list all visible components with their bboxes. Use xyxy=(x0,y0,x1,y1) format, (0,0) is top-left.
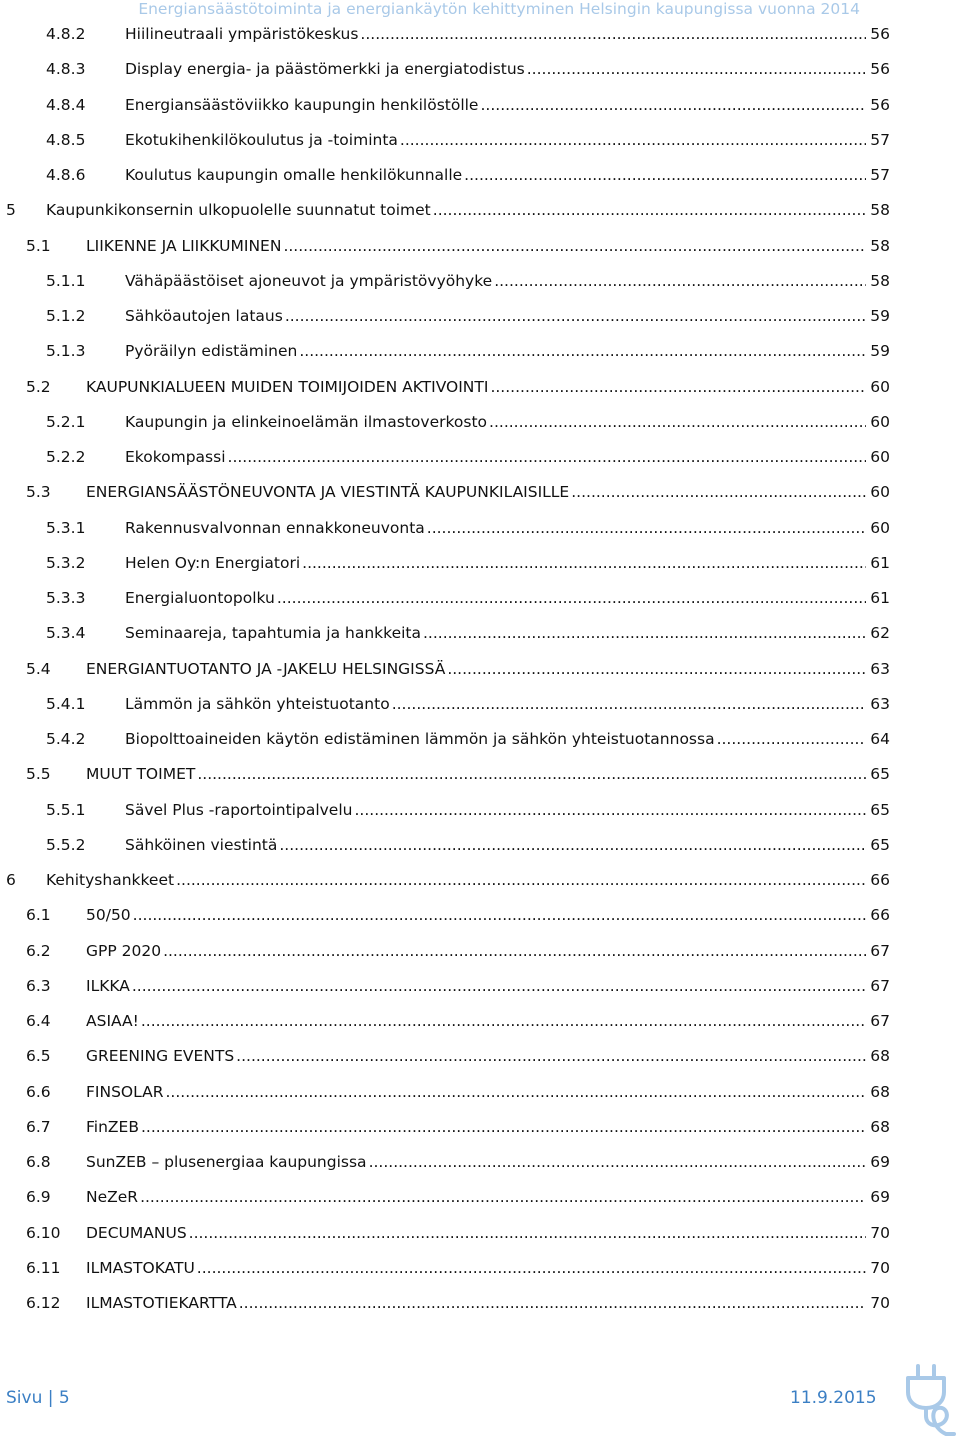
toc-entry-page: 62 xyxy=(870,624,890,643)
toc-entry[interactable] xyxy=(46,52,890,86)
toc-entry-page: 57 xyxy=(870,166,890,184)
toc-entry-page: 70 xyxy=(870,1294,890,1312)
toc-entry[interactable] xyxy=(26,229,890,263)
toc-leader-dots xyxy=(285,307,866,325)
toc-entry-number: 5.5.2 xyxy=(46,835,86,854)
toc-entry-page: 65 xyxy=(870,835,890,854)
toc-entry-number: 5.4.1 xyxy=(46,694,86,713)
running-header: Energiansäästötoiminta ja energiankäytön kehittyminen Helsingin kaupungissa vuonna 2014 xyxy=(138,0,860,18)
toc-entry[interactable] xyxy=(46,828,890,862)
toc-entry-page: 66 xyxy=(870,906,890,925)
footer-date: 11.9.2015 xyxy=(790,1388,877,1408)
toc-entry[interactable] xyxy=(26,1110,890,1144)
toc-entry-title: DECUMANUS xyxy=(86,1223,187,1242)
toc-leader-dots xyxy=(299,342,866,360)
toc-entry-title: Energialuontopolku xyxy=(125,589,275,607)
toc-entry-page: 70 xyxy=(870,1223,890,1242)
toc-entry-number: 6.6 xyxy=(26,1082,51,1101)
toc-entry-page: 59 xyxy=(870,307,890,325)
toc-entry[interactable] xyxy=(26,934,890,968)
toc-leader-dots xyxy=(228,448,866,466)
toc-entry-number: 5.2.2 xyxy=(46,448,86,466)
toc-entry[interactable] xyxy=(6,193,890,227)
toc-leader-dots xyxy=(239,1294,866,1312)
toc-entry-number: 6.9 xyxy=(26,1188,51,1207)
toc-entry-number: 5.1.1 xyxy=(46,271,86,290)
toc-entry[interactable] xyxy=(26,1180,890,1214)
toc-entry[interactable] xyxy=(46,546,890,580)
toc-leader-dots xyxy=(302,554,866,572)
toc-leader-dots xyxy=(433,201,866,219)
toc-entry-page: 59 xyxy=(870,342,890,361)
toc-entry-number: 5.4.2 xyxy=(46,730,86,748)
toc-leader-dots xyxy=(423,624,866,642)
toc-entry-number: 5 xyxy=(6,201,16,220)
toc-entry-title: Kaupungin ja elinkeinoelämän ilmastoverkosto xyxy=(125,412,488,431)
toc-entry-number: 5.3.1 xyxy=(46,518,86,537)
toc-leader-dots xyxy=(360,25,866,43)
toc-leader-dots xyxy=(480,96,866,114)
toc-entry[interactable] xyxy=(26,1216,890,1250)
toc-leader-dots xyxy=(236,1047,866,1065)
toc-leader-dots xyxy=(369,1153,866,1171)
toc-entry-page: 63 xyxy=(870,694,890,713)
toc-leader-dots xyxy=(283,237,866,255)
toc-entry-page: 61 xyxy=(870,553,890,572)
toc-entry-number: 6.2 xyxy=(26,941,51,960)
toc-entry-title: ILMASTOKATU xyxy=(86,1258,195,1277)
toc-entry-title: GREENING EVENTS xyxy=(86,1047,235,1066)
toc-leader-dots xyxy=(354,801,866,819)
toc-entry-page: 67 xyxy=(870,941,890,960)
toc-entry-page: 56 xyxy=(870,95,890,114)
toc-entry-number: 6.11 xyxy=(26,1258,61,1277)
toc-entry-title: Ekotukihenkilökoulutus ja -toiminta xyxy=(125,130,398,149)
toc-entry[interactable] xyxy=(46,687,890,721)
toc-entry[interactable] xyxy=(46,793,890,827)
toc-leader-dots xyxy=(197,765,866,783)
toc-entry-page: 58 xyxy=(870,271,890,290)
toc-entry-page: 60 xyxy=(870,518,890,537)
toc-leader-dots xyxy=(133,906,866,924)
plug-logo-icon xyxy=(898,1362,960,1438)
toc-entry-page: 68 xyxy=(870,1117,890,1136)
toc-entry[interactable] xyxy=(46,264,890,298)
toc-entry-page: 65 xyxy=(870,765,890,784)
toc-entry-title: FinZEB xyxy=(86,1117,139,1136)
toc-leader-dots xyxy=(189,1224,866,1242)
toc-entry-title: Hiilineutraali ympäristökeskus xyxy=(125,25,359,43)
toc-entry-page: 60 xyxy=(870,377,890,396)
toc-entry-number: 6.3 xyxy=(26,976,51,995)
toc-entry-page: 60 xyxy=(870,448,890,466)
toc-entry-number: 5.1.3 xyxy=(46,342,86,361)
toc-leader-dots xyxy=(490,378,866,396)
toc-entry-number: 6.5 xyxy=(26,1047,51,1066)
toc-entry-page: 58 xyxy=(870,236,890,255)
toc-leader-dots xyxy=(197,1259,866,1277)
toc-entry-title: Sävel Plus -raportointipalvelu xyxy=(125,800,353,819)
toc-entry[interactable] xyxy=(46,334,890,368)
toc-entry-number: 5.3 xyxy=(26,483,51,502)
toc-entry-number: 6 xyxy=(6,871,16,889)
toc-entry-number: 4.8.6 xyxy=(46,166,86,184)
toc-leader-dots xyxy=(132,977,866,995)
toc-entry-title: ASIAA! xyxy=(86,1012,139,1030)
toc-entry-title: MUUT TOIMET xyxy=(86,765,196,784)
toc-leader-dots xyxy=(427,519,866,537)
toc-entry-number: 5.4 xyxy=(26,659,51,678)
toc-entry-number: 5.5 xyxy=(26,765,51,784)
toc-entry-title: Seminaareja, tapahtumia ja hankkeita xyxy=(125,624,421,643)
toc-entry[interactable] xyxy=(26,969,890,1003)
toc-entry-page: 58 xyxy=(870,201,890,220)
toc-entry-page: 66 xyxy=(870,871,890,889)
toc-entry[interactable] xyxy=(46,616,890,650)
toc-entry-page: 61 xyxy=(870,589,890,607)
toc-entry-page: 68 xyxy=(870,1047,890,1066)
toc-entry[interactable] xyxy=(46,123,890,157)
toc-entry-number: 6.12 xyxy=(26,1294,61,1312)
toc-entry-title: 50/50 xyxy=(86,906,131,925)
toc-entry-title: Kehityshankkeet xyxy=(46,871,175,889)
toc-entry-title: Lämmön ja sähkön yhteistuotanto xyxy=(125,694,390,713)
toc-entry-title: Pyöräilyn edistäminen xyxy=(125,342,298,361)
toc-entry-title: SunZEB – plusenergiaa kaupungissa xyxy=(86,1153,367,1171)
toc-entry[interactable] xyxy=(26,1075,890,1109)
toc-entry[interactable] xyxy=(46,17,890,51)
toc-entry-title: GPP 2020 xyxy=(86,941,162,960)
toc-entry[interactable] xyxy=(26,898,890,932)
toc-leader-dots xyxy=(176,871,866,889)
toc-leader-dots xyxy=(447,660,866,678)
toc-entry-number: 5.1.2 xyxy=(46,307,86,325)
toc-entry-title: Helen Oy:n Energiatori xyxy=(125,553,301,572)
toc-entry-page: 68 xyxy=(870,1082,890,1101)
toc-entry-page: 69 xyxy=(870,1188,890,1207)
toc-leader-dots xyxy=(141,1118,866,1136)
toc-leader-dots xyxy=(717,730,866,748)
toc-entry-title: Koulutus kaupungin omalle henkilökunnalle xyxy=(125,166,463,184)
toc-entry[interactable] xyxy=(26,1251,890,1285)
toc-leader-dots xyxy=(277,589,866,607)
toc-entry-title: Rakennusvalvonnan ennakkoneuvonta xyxy=(125,518,425,537)
toc-entry-page: 63 xyxy=(870,659,890,678)
toc-entry-number: 6.4 xyxy=(26,1012,51,1030)
toc-entry[interactable] xyxy=(46,511,890,545)
toc-entry[interactable] xyxy=(26,475,890,509)
toc-entry-number: 4.8.2 xyxy=(46,25,86,43)
toc-entry-number: 6.7 xyxy=(26,1117,51,1136)
toc-entry-number: 5.2.1 xyxy=(46,412,86,431)
toc-entry-number: 6.8 xyxy=(26,1153,51,1171)
toc-entry-title: Display energia- ja päästömerkki ja energiatodistus xyxy=(125,60,525,79)
toc-entry-page: 56 xyxy=(870,25,890,43)
toc-leader-dots xyxy=(166,1083,867,1101)
page-number: Sivu | 5 xyxy=(6,1388,70,1408)
toc-leader-dots xyxy=(400,131,866,149)
toc-entry-title: ENERGIANSÄÄSTÖNEUVONTA JA VIESTINTÄ KAUPUNKILAISILLE xyxy=(86,483,570,502)
toc-entry[interactable] xyxy=(6,863,890,897)
toc-entry-number: 4.8.3 xyxy=(46,60,86,79)
toc-entry-page: 60 xyxy=(870,483,890,502)
toc-entry-number: 5.1 xyxy=(26,236,51,255)
toc-entry-number: 5.3.2 xyxy=(46,553,86,572)
toc-leader-dots xyxy=(163,942,866,960)
toc-leader-dots xyxy=(464,166,866,184)
toc-entry-page: 70 xyxy=(870,1258,890,1277)
toc-entry[interactable] xyxy=(46,722,890,756)
toc-entry[interactable] xyxy=(26,1145,890,1179)
toc-entry-title: Biopolttoaineiden käytön edistäminen lämmön ja sähkön yhteistuotannossa xyxy=(125,730,715,748)
toc-entry-number: 6.10 xyxy=(26,1223,61,1242)
toc-entry[interactable] xyxy=(26,1039,890,1073)
toc-entry-title: Energiansäästöviikko kaupungin henkilöstölle xyxy=(125,95,479,114)
toc-entry[interactable] xyxy=(46,405,890,439)
toc-leader-dots xyxy=(392,695,866,713)
toc-entry-title: ILMASTOTIEKARTTA xyxy=(86,1294,237,1312)
toc-entry[interactable] xyxy=(46,440,890,474)
toc-entry[interactable] xyxy=(26,1004,890,1038)
toc-entry-number: 5.3.4 xyxy=(46,624,86,643)
toc-leader-dots xyxy=(527,60,866,78)
toc-entry[interactable] xyxy=(46,581,890,615)
toc-entry-number: 5.5.1 xyxy=(46,800,86,819)
toc-entry[interactable] xyxy=(26,652,890,686)
toc-entry-title: Vähäpäästöiset ajoneuvot ja ympäristövyöhyke xyxy=(125,271,493,290)
toc-entry-title: ILKKA xyxy=(86,976,130,995)
toc-entry-number: 6.1 xyxy=(26,906,51,925)
toc-entry-title: KAUPUNKIALUEEN MUIDEN TOIMIJOIDEN AKTIVOINTI xyxy=(86,377,489,396)
toc-leader-dots xyxy=(489,413,866,431)
toc-entry-page: 60 xyxy=(870,412,890,431)
toc-entry-title: NeZeR xyxy=(86,1188,139,1207)
toc-entry-number: 5.3.3 xyxy=(46,589,86,607)
toc-entry[interactable] xyxy=(46,299,890,333)
toc-entry-title: FINSOLAR xyxy=(86,1082,164,1101)
toc-entry-page: 67 xyxy=(870,976,890,995)
toc-entry-number: 4.8.5 xyxy=(46,130,86,149)
toc-leader-dots xyxy=(141,1012,866,1030)
toc-entry-title: ENERGIANTUOTANTO JA -JAKELU HELSINGISSÄ xyxy=(86,659,446,678)
toc-entry-title: Sähköautojen lataus xyxy=(125,307,283,325)
toc-entry-number: 4.8.4 xyxy=(46,95,86,114)
toc-entry-title: LIIKENNE JA LIIKKUMINEN xyxy=(86,236,282,255)
toc-entry-page: 65 xyxy=(870,800,890,819)
toc-entry-page: 69 xyxy=(870,1153,890,1171)
toc-entry-number: 5.2 xyxy=(26,377,51,396)
toc-entry-title: Kaupunkikonsernin ulkopuolelle suunnatut toimet xyxy=(46,201,431,220)
toc-entry-title: Ekokompassi xyxy=(125,448,226,466)
toc-entry-page: 64 xyxy=(870,730,890,748)
toc-entry[interactable] xyxy=(26,757,890,791)
toc-entry[interactable] xyxy=(26,1286,890,1320)
toc-leader-dots xyxy=(279,836,866,854)
toc-entry[interactable] xyxy=(26,370,890,404)
toc-leader-dots xyxy=(140,1188,866,1206)
toc-entry[interactable] xyxy=(46,88,890,122)
toc-entry[interactable] xyxy=(46,158,890,192)
toc-entry-title: Sähköinen viestintä xyxy=(125,835,278,854)
toc-entry-page: 56 xyxy=(870,60,890,79)
toc-entry-page: 67 xyxy=(870,1012,890,1030)
toc-leader-dots xyxy=(571,483,866,501)
toc-entry-page: 57 xyxy=(870,130,890,149)
toc-leader-dots xyxy=(494,272,866,290)
